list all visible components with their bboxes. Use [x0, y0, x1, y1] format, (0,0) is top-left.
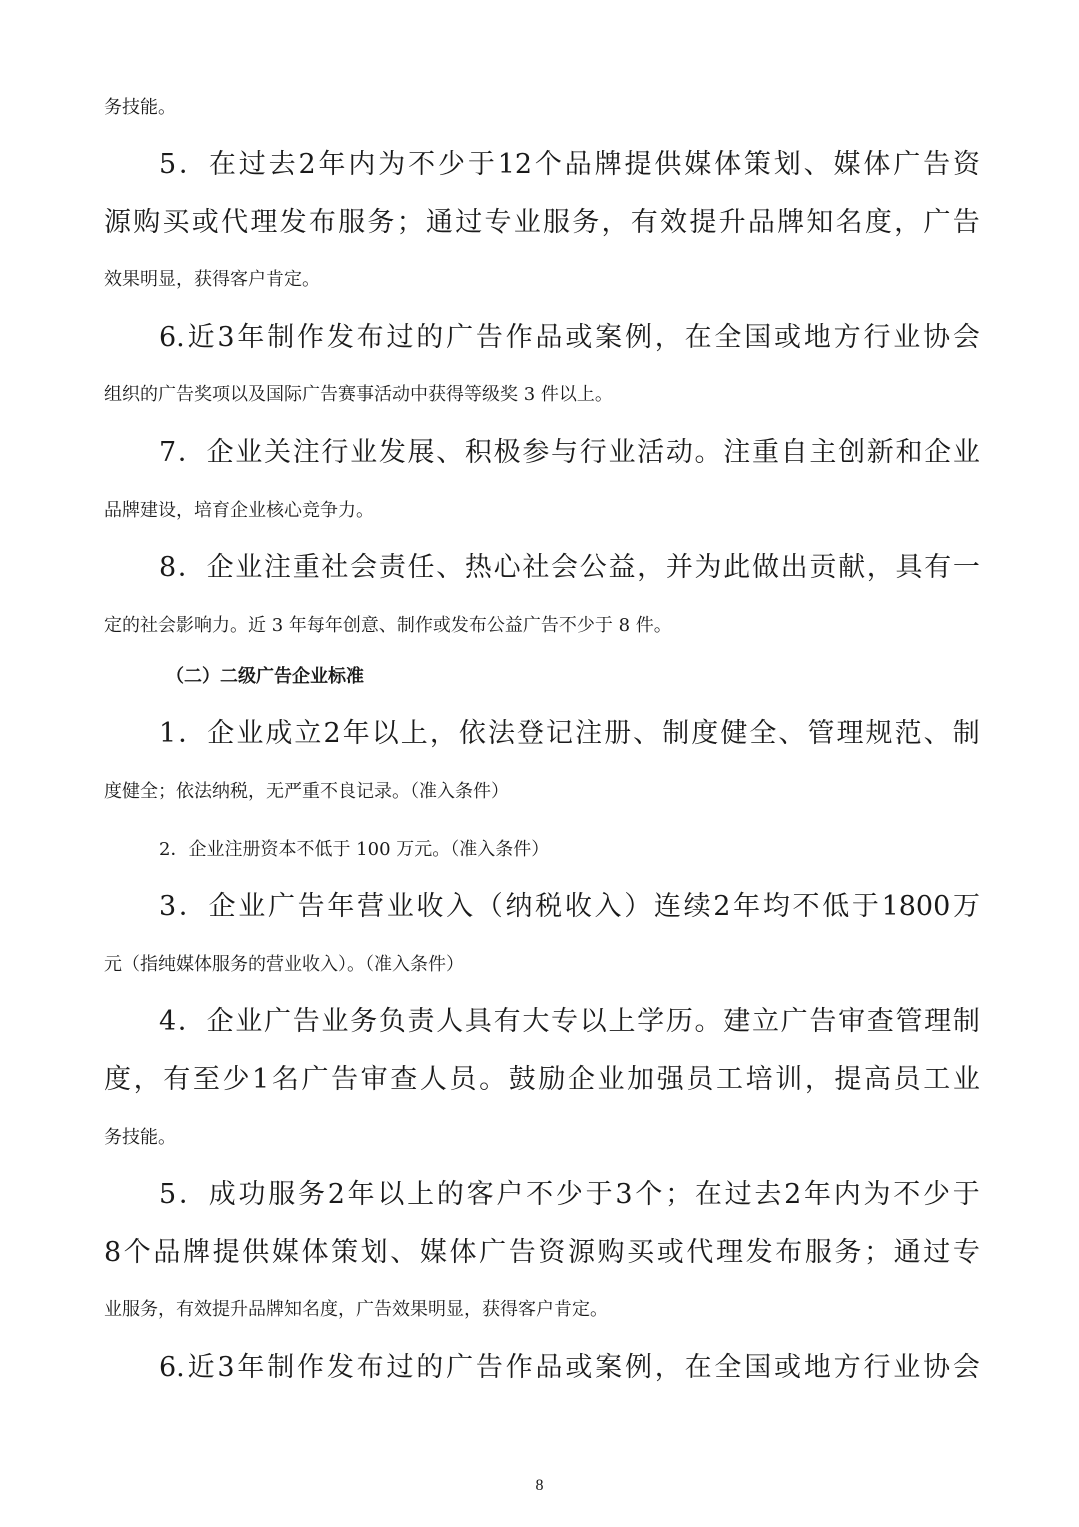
text-line: 源 购 买 或 代 理 发 布 服 务 ； 通 过 专 业 服 务 ， 有 效 提 升 品 牌 知 名 度 ， 广 告 — [104, 207, 980, 238]
page-number: 8 — [535, 1477, 544, 1494]
text-line: 品牌建设，培育企业核心竞争力。 — [104, 500, 374, 521]
text-line: 务技能。 — [104, 97, 176, 118]
text-line: 6. 近 3 年 制 作 发 布 过 的 广 告 作 品 或 案 例 ， 在 全 国 或 地 方 行 业 协 会 — [159, 1352, 980, 1383]
text-line: 5 ． 成 功 服 务 2 年 以 上 的 客 户 不 少 于 3 个 ； 在 过 去 2 年 内 为 不 少 于 — [159, 1179, 980, 1210]
text-line: 效果明显，获得客户肯定。 — [104, 269, 320, 290]
text-line: 务技能。 — [104, 1127, 176, 1148]
section-heading: （二）二级广告企业标准 — [166, 666, 364, 687]
text-line: 业服务，有效提升品牌知名度，广告效果明显，获得客户肯定。 — [104, 1299, 608, 1320]
text-line: 定的社会影响力。近 3 年每年创意、制作或发布公益广告不少于 8 件。 — [104, 615, 672, 636]
text-line: 8 个 品 牌 提 供 媒 体 策 划 、 媒 体 广 告 资 源 购 买 或 代 理 发 布 服 务 ； 通 过 专 — [104, 1237, 980, 1268]
text-line: 2．企业注册资本不低于 100 万元。（准入条件） — [159, 839, 550, 860]
text-line: 4 ． 企 业 广 告 业 务 负 责 人 具 有 大 专 以 上 学 历 。 建 立 广 告 审 查 管 理 制 — [159, 1006, 980, 1037]
text-line: 8 ． 企 业 注 重 社 会 责 任 、 热 心 社 会 公 益 ， 并 为 此 做 出 贡 献 ， 具 有 一 — [159, 552, 980, 583]
text-line: 度健全；依法纳税，无严重不良记录。（准入条件） — [104, 781, 509, 802]
text-line: 元（指纯媒体服务的营业收入）。（准入条件） — [104, 954, 464, 975]
text-line: 5 ． 在 过 去 2 年 内 为 不 少 于 12 个 品 牌 提 供 媒 体 策 划 、 媒 体 广 告 资 — [159, 149, 980, 180]
text-line: 6. 近 3 年 制 作 发 布 过 的 广 告 作 品 或 案 例 ， 在 全 国 或 地 方 行 业 协 会 — [159, 322, 980, 353]
text-line: 1 ． 企 业 成 立 2 年 以 上 ， 依 法 登 记 注 册 、 制 度 健 全 、 管 理 规 范 、 制 — [159, 718, 980, 749]
text-line: 3 ． 企 业 广 告 年 营 业 收 入 （ 纳 税 收 入 ） 连 续 2 年 均 不 低 于 1800 万 — [159, 891, 980, 922]
text-line: 度 ， 有 至 少 1 名 广 告 审 查 人 员 。 鼓 励 企 业 加 强 员 工 培 训 ， 提 高 员 工 业 — [104, 1064, 980, 1095]
text-line: 7 ． 企 业 关 注 行 业 发 展 、 积 极 参 与 行 业 活 动 。 注 重 自 主 创 新 和 企 业 — [159, 437, 980, 468]
text-line: 组织的广告奖项以及国际广告赛事活动中获得等级奖 3 件以上。 — [104, 384, 613, 405]
